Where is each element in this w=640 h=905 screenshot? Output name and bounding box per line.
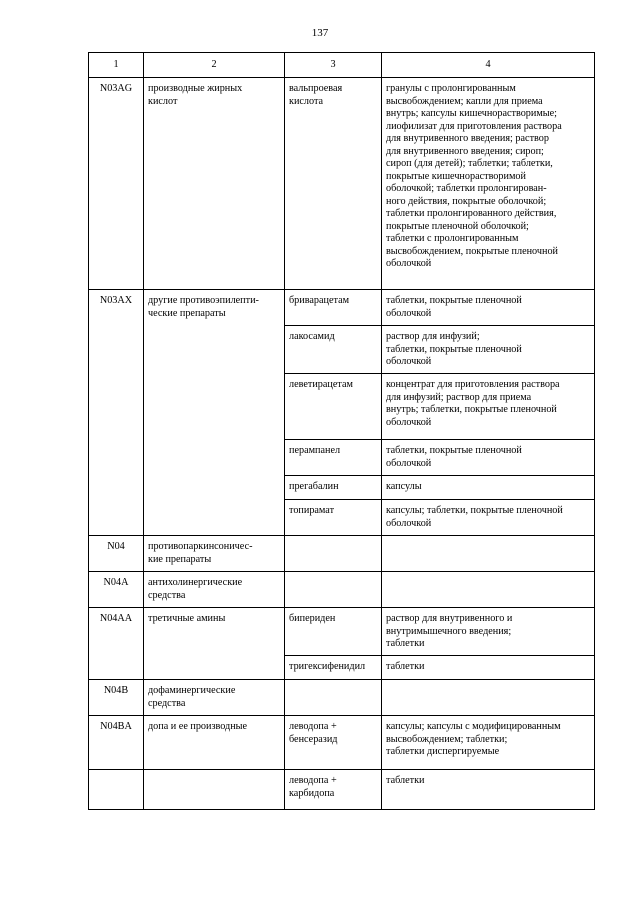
- drug-table: [88, 52, 595, 810]
- group-name: допа и ее производные: [144, 716, 285, 770]
- group-name: производные жирных кислот: [144, 78, 285, 290]
- table-row: [89, 608, 595, 656]
- atc-code: N04B: [89, 680, 144, 716]
- drug-name: вальпроевая кислота: [285, 78, 382, 290]
- page-number: 137: [311, 27, 329, 39]
- table-row: [89, 572, 595, 608]
- table-header-row: [89, 53, 595, 78]
- table-row: [89, 536, 595, 572]
- group-name: [144, 770, 285, 810]
- dosage-forms: концентрат для приготовления раствора для инфузий; раствор для приема внутрь; таблетки, покрытые пленочной оболочкой: [382, 374, 595, 440]
- drug-name: [285, 572, 382, 608]
- drug-name: бипериден: [285, 608, 382, 656]
- dosage-forms: [382, 680, 595, 716]
- table-row: [89, 716, 595, 770]
- header-col-2: 2: [144, 53, 285, 78]
- atc-code: N04AA: [89, 608, 144, 680]
- header-col-3: 3: [285, 53, 382, 78]
- table-row: [89, 680, 595, 716]
- atc-code: N04: [89, 536, 144, 572]
- drug-name: леводопа + бенсеразид: [285, 716, 382, 770]
- dosage-forms: раствор для инфузий; таблетки, покрытые пленочной оболочкой: [382, 326, 595, 374]
- atc-code: N04BA: [89, 716, 144, 770]
- table-row: [89, 290, 595, 326]
- drug-name: леветирацетам: [285, 374, 382, 440]
- dosage-forms: капсулы: [382, 476, 595, 500]
- atc-code: N03AG: [89, 78, 144, 290]
- header-col-4: 4: [382, 53, 595, 78]
- drug-name: [285, 536, 382, 572]
- atc-code: N04A: [89, 572, 144, 608]
- drug-name: [285, 680, 382, 716]
- drug-name: прегабалин: [285, 476, 382, 500]
- dosage-forms: таблетки: [382, 770, 595, 810]
- dosage-forms: [382, 572, 595, 608]
- atc-code: N03AX: [89, 290, 144, 536]
- dosage-forms: капсулы; капсулы с модифицированным высвобождением; таблетки; таблетки диспергируемые: [382, 716, 595, 770]
- header-col-1: 1: [89, 53, 144, 78]
- drug-name: леводопа + карбидопа: [285, 770, 382, 810]
- table-row: [89, 78, 595, 290]
- dosage-forms: таблетки: [382, 656, 595, 680]
- group-name: противопаркинсоничес- кие препараты: [144, 536, 285, 572]
- drug-name: перампанел: [285, 440, 382, 476]
- drug-name: лакосамид: [285, 326, 382, 374]
- drug-name: тригексифенидил: [285, 656, 382, 680]
- table-row: [89, 770, 595, 810]
- dosage-forms: таблетки, покрытые пленочной оболочкой: [382, 440, 595, 476]
- dosage-forms: таблетки, покрытые пленочной оболочкой: [382, 290, 595, 326]
- dosage-forms: раствор для внутривенного и внутримышечного введения; таблетки: [382, 608, 595, 656]
- dosage-forms: капсулы; таблетки, покрытые пленочной оболочкой: [382, 500, 595, 536]
- dosage-forms: [382, 536, 595, 572]
- group-name: дофаминергические средства: [144, 680, 285, 716]
- group-name: антихолинергические средства: [144, 572, 285, 608]
- drug-name: топирамат: [285, 500, 382, 536]
- group-name: третичные амины: [144, 608, 285, 680]
- group-name: другие противоэпилепти- ческие препараты: [144, 290, 285, 536]
- dosage-forms: гранулы с пролонгированным высвобождением; капли для приема внутрь; капсулы кишечнорастворимые; лиофилизат для приготовления раствора для внутривенного введения; раствор для внутривенного введения; сироп; сироп (для детей); таблетки; таблетки, покрытые кишечнорастворимой оболочкой; таблетки пролонгирован- ного действия, покрытые оболочкой; таблетки пролонгированного действия, покрытые пленочной оболочкой; таблетки с пролонгированным высвобождением, покрытые пленочной оболочкой: [382, 78, 595, 290]
- drug-name: бриварацетам: [285, 290, 382, 326]
- atc-code: [89, 770, 144, 810]
